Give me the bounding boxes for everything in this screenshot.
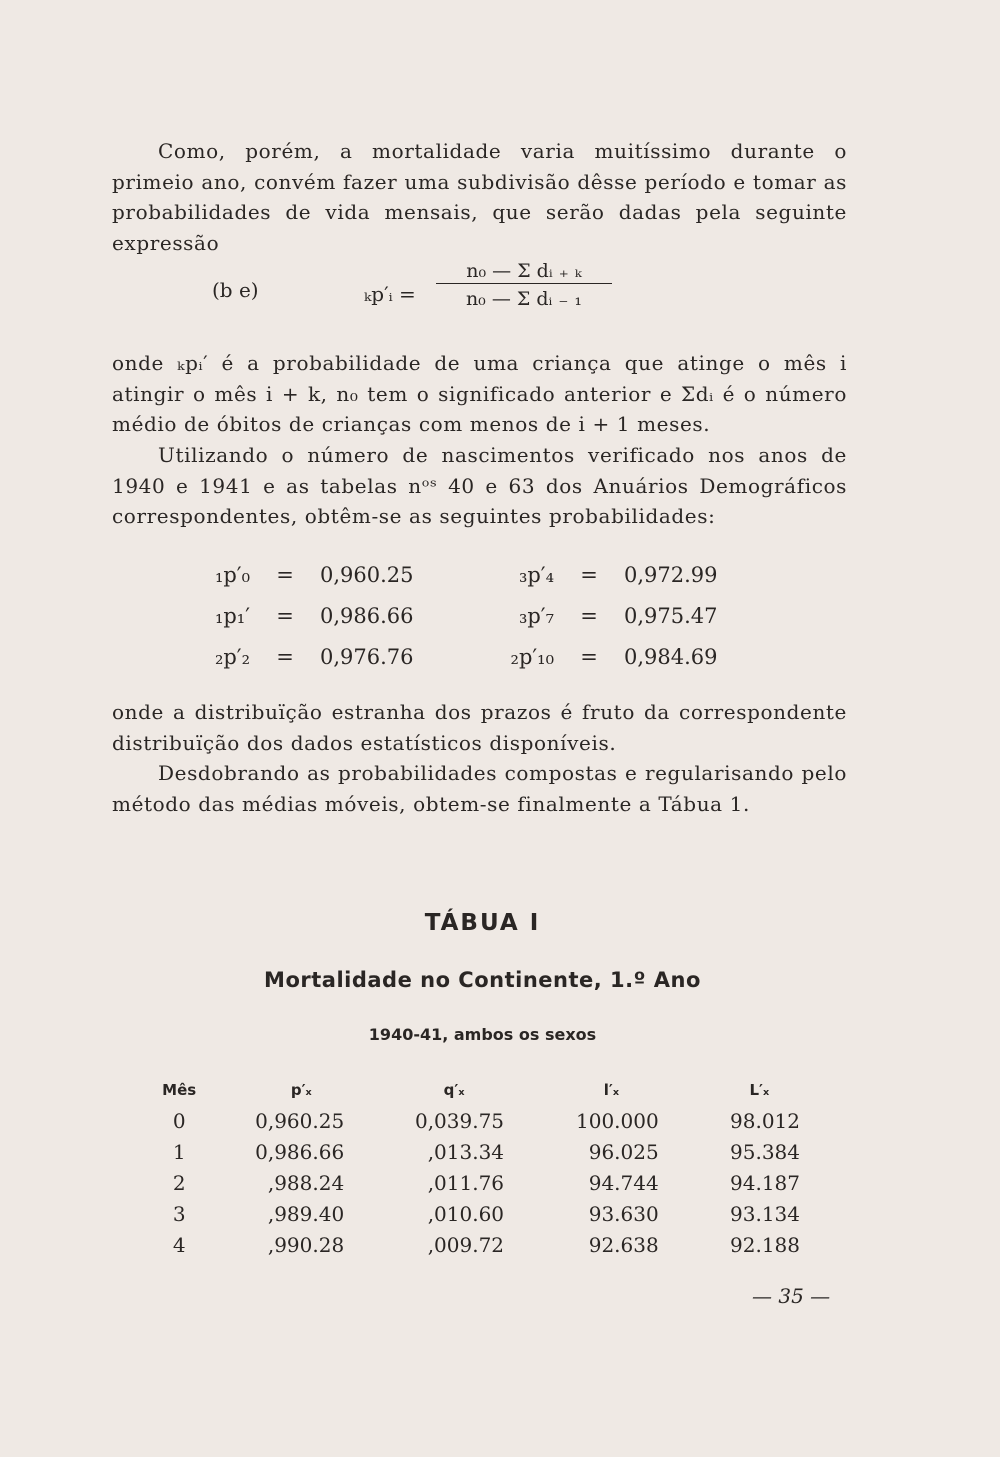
table-header-row bbox=[140, 1075, 800, 1105]
probability-value: 0,972.99 bbox=[624, 563, 718, 587]
cell-p: ,990.28 bbox=[267, 1232, 345, 1257]
probability-symbol: ₃p′₄ bbox=[518, 563, 554, 587]
formula-denominator: n₀ — Σ dᵢ ₋ ₁ bbox=[465, 288, 583, 310]
probability-value: 0,984.69 bbox=[624, 645, 718, 669]
cell-month: 4 bbox=[172, 1232, 186, 1257]
paragraph-data-source: Utilizando o número de nascimentos verificado nos anos de 1940 e 1941 e as tabelas nᵒˢ 40 e 63 dos Anuários Demográficos correspondentes, obtêm-se as seguintes probabilidades: bbox=[112, 443, 847, 528]
table-row bbox=[140, 1105, 800, 1136]
probability-value: 0,960.25 bbox=[320, 563, 414, 587]
cell-q: ,011.76 bbox=[427, 1170, 505, 1195]
cell-l: 96.025 bbox=[588, 1139, 659, 1164]
probability-symbol: ₂p′₂ bbox=[214, 645, 250, 669]
formula-fraction bbox=[436, 260, 612, 310]
cell-q: ,010.60 bbox=[427, 1201, 505, 1226]
equals-sign: = bbox=[580, 604, 598, 628]
probability-value: 0,976.76 bbox=[320, 645, 414, 669]
cell-month: 3 bbox=[172, 1201, 186, 1226]
formula-lhs: ₖp′ᵢ = bbox=[364, 282, 416, 306]
cell-L: 93.134 bbox=[730, 1201, 800, 1226]
mortality-table bbox=[140, 1075, 800, 1260]
cell-q: 0,039.75 bbox=[414, 1108, 505, 1133]
equals-sign: = bbox=[276, 645, 294, 669]
probability-symbol: ₁p′₀ bbox=[214, 563, 250, 587]
cell-month: 2 bbox=[172, 1170, 186, 1195]
cell-L: 92.188 bbox=[730, 1232, 800, 1257]
page-number: — 35 — bbox=[752, 1284, 831, 1308]
probability-value: 0,986.66 bbox=[320, 604, 414, 628]
probability-symbol: ₂p′₁₀ bbox=[510, 645, 554, 669]
header-q: q′ₓ bbox=[443, 1081, 465, 1099]
probability-symbol: ₃p′₇ bbox=[518, 604, 554, 628]
cell-p: ,988.24 bbox=[267, 1170, 345, 1195]
cell-L: 95.384 bbox=[730, 1139, 800, 1164]
cell-l: 92.638 bbox=[588, 1232, 659, 1257]
header-p: p′ₓ bbox=[290, 1081, 312, 1099]
equals-sign: = bbox=[276, 604, 294, 628]
cell-l: 93.630 bbox=[588, 1201, 659, 1226]
cell-p: 0,986.66 bbox=[255, 1139, 345, 1164]
cell-L: 98.012 bbox=[730, 1108, 800, 1133]
paragraph-conclusion: Desdobrando as probabilidades compostas e regularisando pelo método das médias móveis, obtem-se finalmente a Tábua 1. bbox=[112, 761, 847, 816]
probability-row bbox=[190, 604, 414, 628]
paragraph-definition: onde ₖpᵢ′ é a probabilidade de uma criança que atinge o mês i atingir o mês i + k, n₀ tem o significado anterior e Σdᵢ é o número médio de óbitos de crianças com menos de i + 1 meses. bbox=[112, 351, 847, 436]
probability-row bbox=[494, 563, 718, 587]
table-row bbox=[140, 1136, 800, 1167]
cell-month: 1 bbox=[172, 1139, 186, 1164]
cell-q: ,009.72 bbox=[427, 1232, 505, 1257]
cell-p: 0,960.25 bbox=[255, 1108, 345, 1133]
probability-value: 0,975.47 bbox=[624, 604, 718, 628]
cell-l: 100.000 bbox=[576, 1108, 659, 1133]
table-title: TÁBUA I bbox=[424, 910, 541, 936]
header-month: Mês bbox=[162, 1081, 197, 1099]
probability-row bbox=[494, 604, 718, 628]
table-subtitle: Mortalidade no Continente, 1.º Ano bbox=[264, 968, 701, 992]
probability-row bbox=[190, 645, 414, 669]
probability-row bbox=[494, 645, 718, 669]
equals-sign: = bbox=[276, 563, 294, 587]
equals-sign: = bbox=[580, 645, 598, 669]
formula-numerator: n₀ — Σ dᵢ ₊ ₖ bbox=[436, 260, 612, 284]
table-row bbox=[140, 1229, 800, 1260]
table-caption: 1940-41, ambos os sexos bbox=[368, 1025, 597, 1044]
header-l: l′ₓ bbox=[603, 1081, 620, 1099]
paragraph-distribution: onde a distribuïção estranha dos prazos é fruto da correspondente distribuïção dos dados estatísticos disponíveis. bbox=[112, 700, 847, 755]
cell-q: ,013.34 bbox=[427, 1139, 505, 1164]
table-row bbox=[140, 1198, 800, 1229]
header-L: L′ₓ bbox=[749, 1081, 770, 1099]
probability-symbol: ₁p₁′ bbox=[214, 604, 250, 628]
cell-l: 94.744 bbox=[588, 1170, 659, 1195]
paragraph-intro: Como, porém, a mortalidade varia muitíssimo durante o primeio ano, convém fazer uma subdivisão dêsse período e tomar as probabilidades de vida mensais, que serão dadas pela seguinte expressão bbox=[112, 139, 847, 255]
cell-p: ,989.40 bbox=[267, 1201, 345, 1226]
equals-sign: = bbox=[580, 563, 598, 587]
table-row bbox=[140, 1167, 800, 1198]
cell-month: 0 bbox=[172, 1108, 186, 1133]
cell-L: 94.187 bbox=[730, 1170, 800, 1195]
formula-label: (b e) bbox=[212, 278, 259, 302]
probability-row bbox=[190, 563, 414, 587]
